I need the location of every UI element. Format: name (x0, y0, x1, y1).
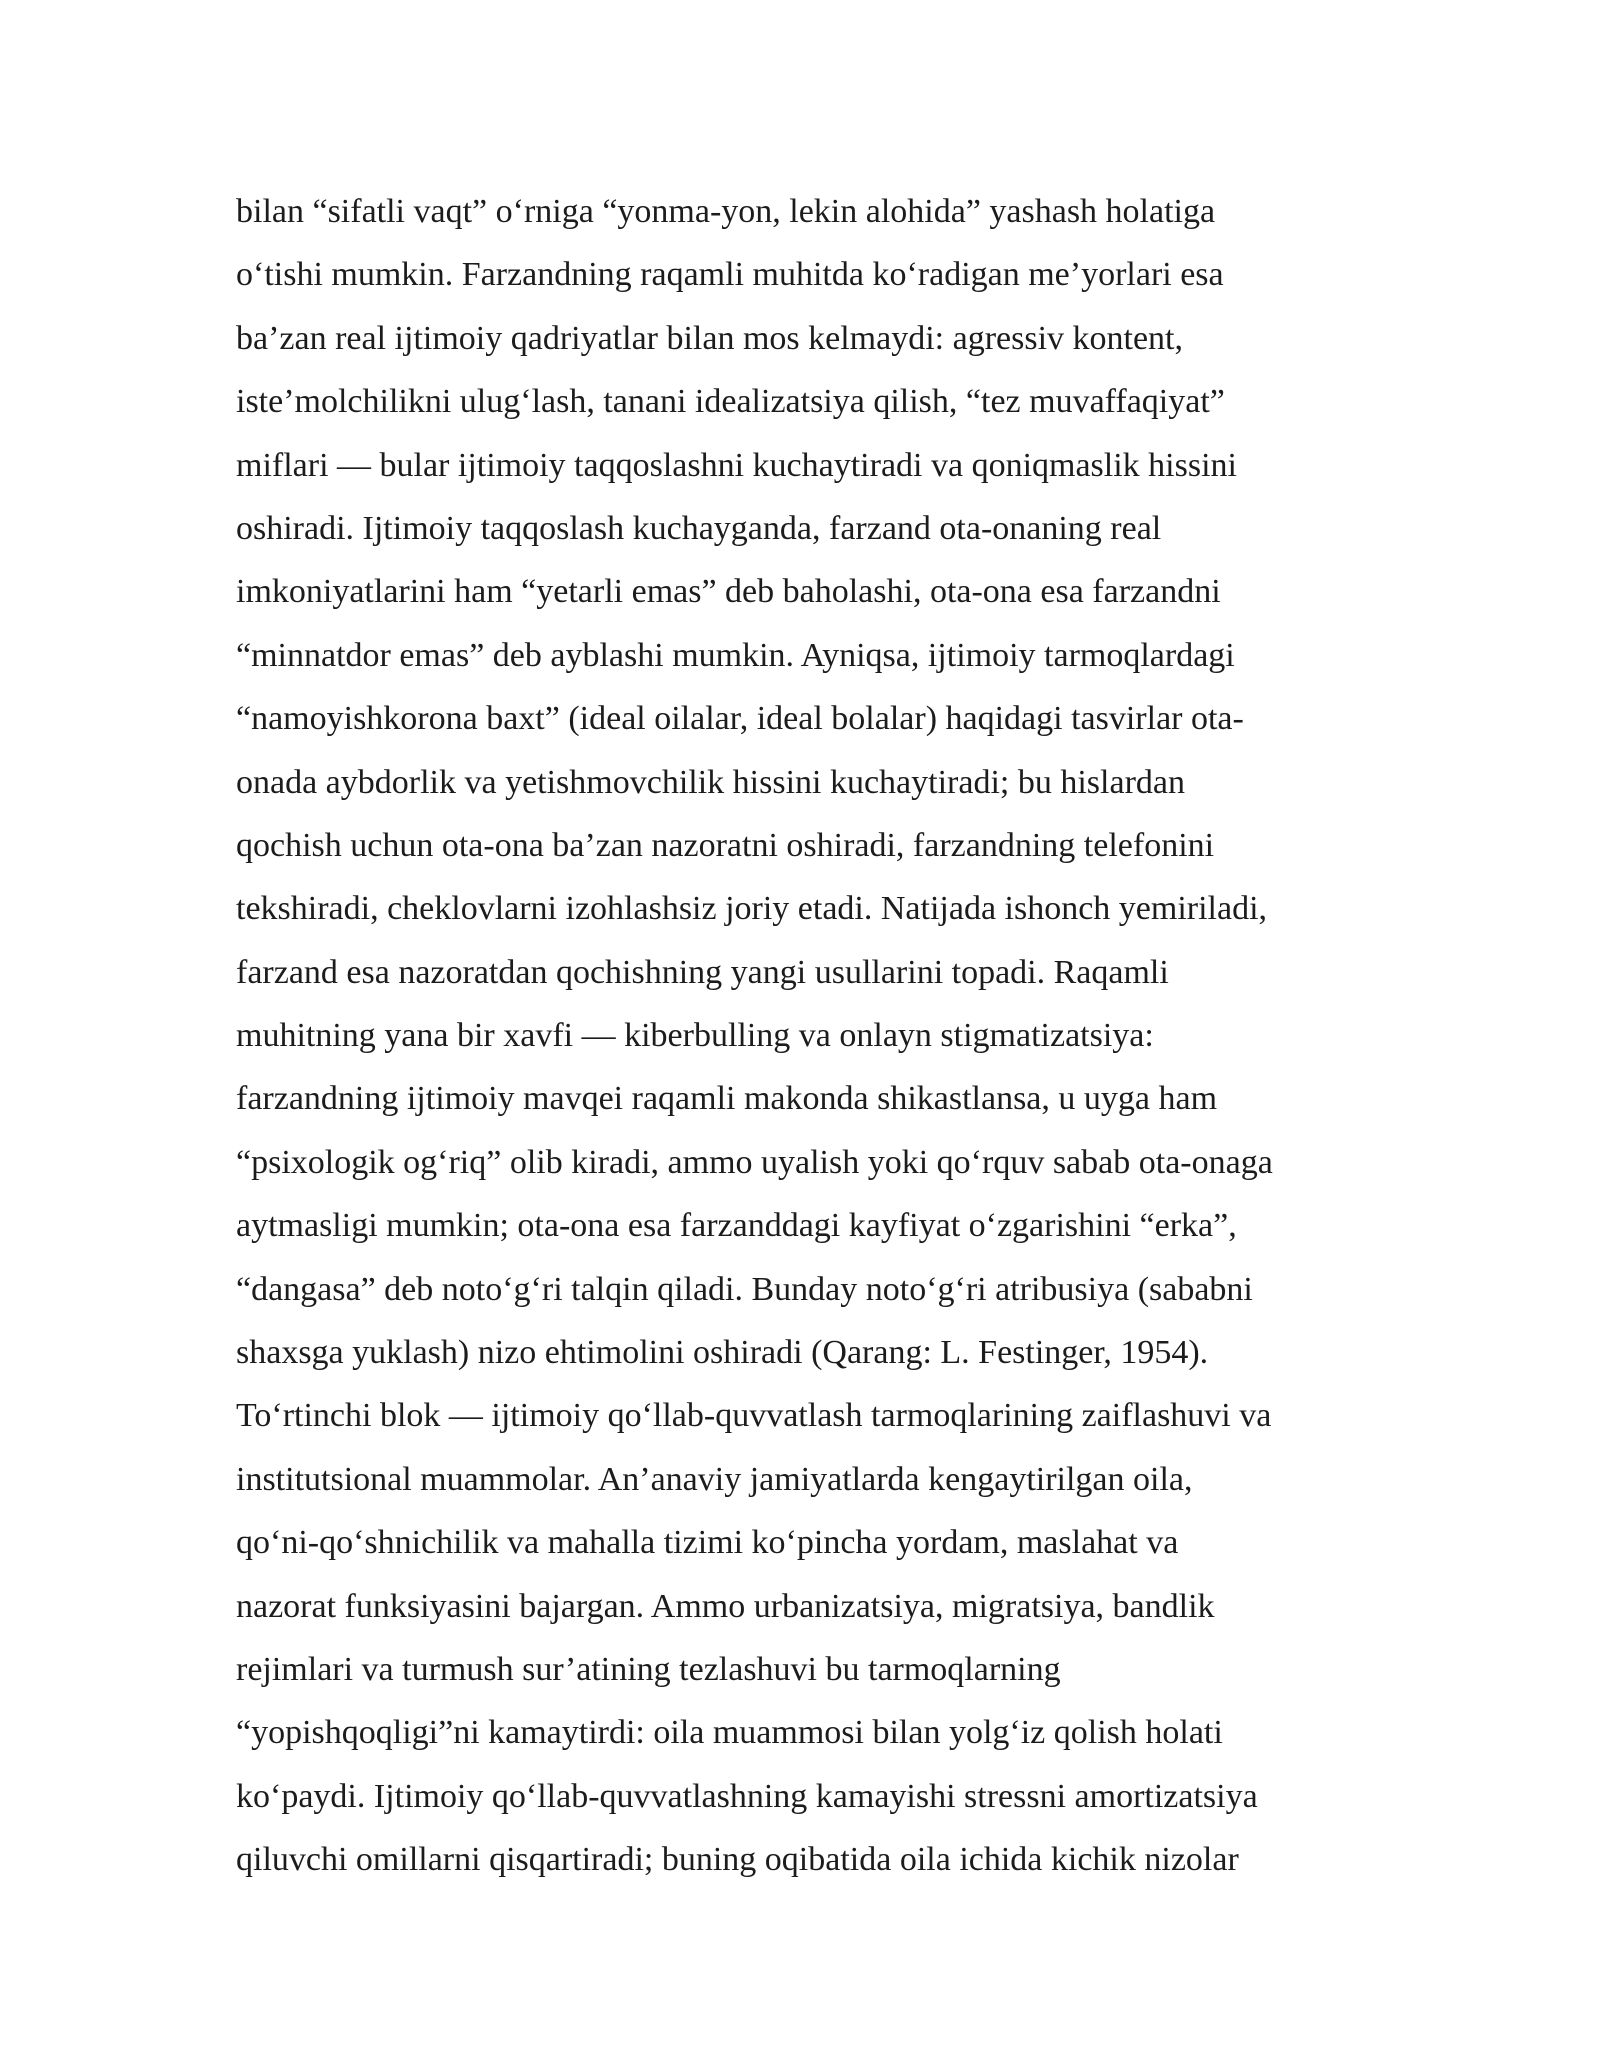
text-line: farzandning ijtimoiy mavqei raqamli makonda shikastlansa, u uyga ham (236, 1080, 1218, 1118)
body-text (236, 180, 1386, 1892)
text-line: Toʻrtinchi blok — ijtimoiy qoʻllab-quvvatlash tarmoqlarining zaiflashuvi va (236, 1397, 1272, 1435)
text-line: rejimlari va turmush sur’atining tezlashuvi bu tarmoqlarning (236, 1650, 1061, 1688)
text-line: farzand esa nazoratdan qochishning yangi usullarini topadi. Raqamli (236, 953, 1169, 991)
text-line: aytmasligi mumkin; ota-ona esa farzanddagi kayfiyat oʻzgarishini “erka”, (236, 1207, 1237, 1245)
text-line: “psixologik ogʻriq” olib kiradi, ammo uyalish yoki qoʻrquv sabab ota-onaga (236, 1143, 1273, 1181)
text-line: imkoniyatlarini ham “yetarli emas” deb baholashi, ota-ona esa farzandni (236, 573, 1221, 611)
text-line: qiluvchi omillarni qisqartiradi; buning oqibatida oila ichida kichik nizolar (236, 1841, 1239, 1879)
text-line: miflari — bular ijtimoiy taqqoslashni kuchaytiradi va qoniqmaslik hissini (236, 446, 1237, 484)
text-line: qoʻni-qoʻshnichilik va mahalla tizimi koʻpincha yordam, maslahat va (236, 1524, 1179, 1562)
text-line: institutsional muammolar. An’anaviy jamiyatlarda kengaytirilgan oila, (236, 1460, 1193, 1498)
text-line: “yopishqoqligi”ni kamaytirdi: oila muammosi bilan yolgʻiz qolish holati (236, 1714, 1223, 1752)
text-line: “minnatdor emas” deb ayblashi mumkin. Ayniqsa, ijtimoiy tarmoqlardagi (236, 636, 1235, 674)
text-line: nazorat funksiyasini bajargan. Ammo urbanizatsiya, migratsiya, bandlik (236, 1587, 1215, 1625)
text-line: muhitning yana bir xavfi — kiberbulling va onlayn stigmatizatsiya: (236, 1017, 1154, 1055)
text-line: ba’zan real ijtimoiy qadriyatlar bilan mos kelmaydi: agressiv kontent, (236, 319, 1184, 357)
text-line: bilan “sifatli vaqt” oʻrniga “yonma-yon, lekin alohida” yashash holatiga (236, 193, 1216, 230)
text-line: oshiradi. Ijtimoiy taqqoslash kuchayganda, farzand ota-onaning real (236, 509, 1162, 547)
text-line: “dangasa” deb notoʻgʻri talqin qiladi. Bunday notoʻgʻri atribusiya (sababni (236, 1270, 1253, 1308)
text-line: qochish uchun ota-ona ba’zan nazoratni oshiradi, farzandning telefonini (236, 826, 1215, 864)
text-line: oʻtishi mumkin. Farzandning raqamli muhitda koʻradigan me’yorlari esa (236, 256, 1224, 294)
text-line: koʻpaydi. Ijtimoiy qoʻllab-quvvatlashning kamayishi stressni amortizatsiya (236, 1777, 1258, 1815)
text-line: “namoyishkorona baxt” (ideal oilalar, ideal bolalar) haqidagi tasvirlar ota- (236, 700, 1244, 738)
text-line: tekshiradi, cheklovlarni izohlashsiz joriy etadi. Natijada ishonch yemiriladi, (236, 890, 1268, 928)
text-line: shaxsga yuklash) nizo ehtimolini oshiradi (Qarang: L. Festinger, 1954). (236, 1334, 1209, 1372)
text-line: iste’molchilikni ulugʻlash, tanani idealizatsiya qilish, “tez muvaffaqiyat” (236, 383, 1225, 421)
text-line: onada aybdorlik va yetishmovchilik hissini kuchaytiradi; bu hislardan (236, 763, 1185, 801)
